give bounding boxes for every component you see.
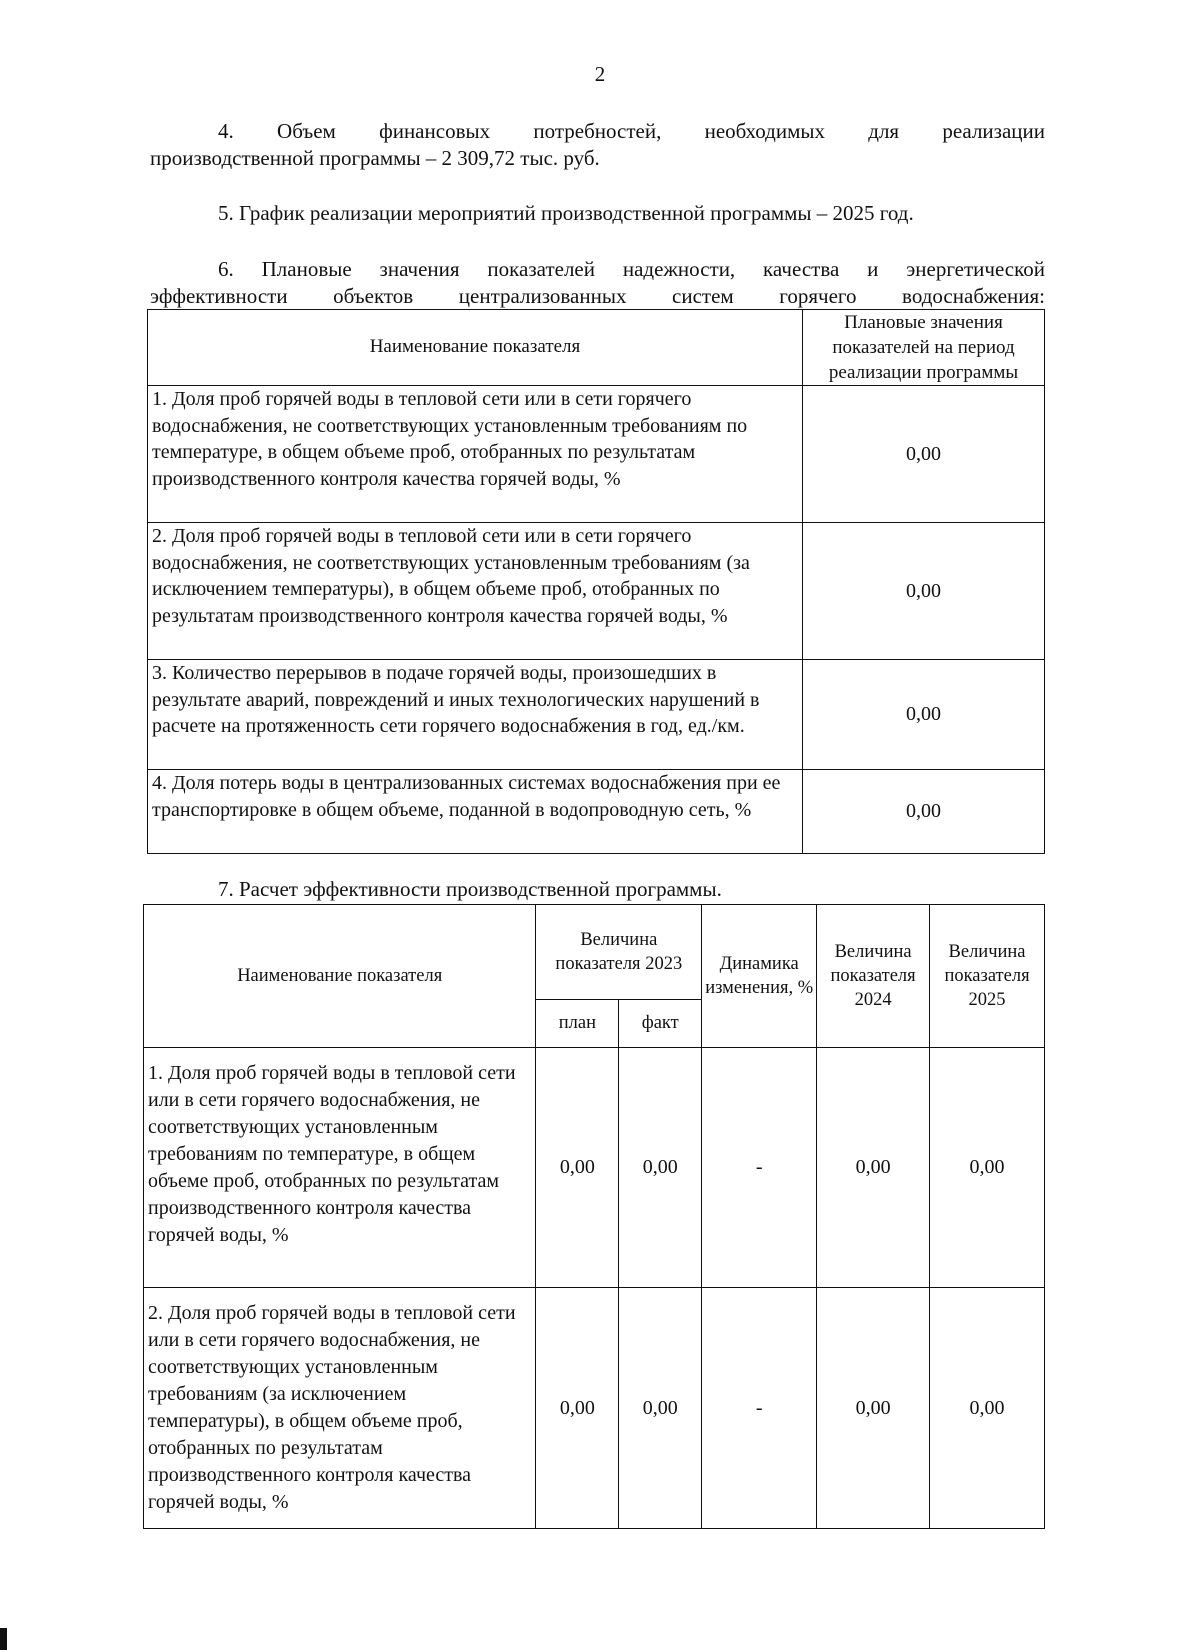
header-fact: факт [619, 1000, 702, 1048]
table-row [148, 660, 1045, 770]
indicator-name: 2. Доля проб горячей воды в тепловой сети или в сети горячего водоснабжения, не соответствующих установленным требованиям (за исключением температуры), в общем объеме проб, отобранных по результатам производственного контроля качества горячей воды, % [148, 523, 803, 660]
table-row [144, 1048, 1045, 1288]
item-4-paragraph [150, 118, 1045, 172]
table-row [148, 770, 1045, 854]
scan-edge-mark [0, 1628, 7, 1650]
page-number: 2 [594, 62, 606, 86]
item-7-paragraph: 7. Расчет эффективности производственной программы. [218, 877, 722, 901]
value-2025: 0,00 [930, 1048, 1045, 1288]
value-dynamics: - [702, 1288, 817, 1529]
table-row [144, 1288, 1045, 1529]
indicator-value: 0,00 [803, 660, 1045, 770]
indicator-name: 1. Доля проб горячей воды в тепловой сети или в сети горячего водоснабжения, не соответствующих установленным требованиям по температуре, в общем объеме проб, отобранных по результатам производственного контроля качества горячей воды, % [144, 1048, 536, 1288]
item-4-line-2: производственной программы – 2 309,72 тыс. руб. [150, 146, 600, 170]
item-6-line-2: эффективности объектов централизованных систем горячего водоснабжения: [150, 284, 1045, 308]
indicator-name: 1. Доля проб горячей воды в тепловой сети или в сети горячего водоснабжения, не соответствующих установленным требованиям по температуре, в общем объеме проб, отобранных по результатам производственного контроля качества горячей воды, % [148, 386, 803, 523]
value-fact: 0,00 [619, 1288, 702, 1529]
header-plan: план [536, 1000, 619, 1048]
indicator-name: 3. Количество перерывов в подаче горячей воды, произошедших в результате аварий, повреждений и иных технологических нарушений в расчете на протяженность сети горячего водоснабжения в год, ед./км. [148, 660, 803, 770]
header-indicator-name: Наименование показателя [144, 905, 536, 1048]
item-5-paragraph: 5. График реализации мероприятий производственной программы – 2025 год. [218, 201, 914, 225]
header-planned-values: Плановые значения показателей на период реализации программы [803, 310, 1045, 386]
value-fact: 0,00 [619, 1048, 702, 1288]
header-indicator-name: Наименование показателя [148, 310, 803, 386]
indicator-name: 2. Доля проб горячей воды в тепловой сети или в сети горячего водоснабжения, не соответствующих установленным требованиям (за исключением температуры), в общем объеме проб, отобранных по результатам производственного контроля качества горячей воды, % [144, 1288, 536, 1529]
table-header-row [144, 905, 1045, 1000]
header-dynamics: Динамика изменения, % [702, 905, 817, 1048]
efficiency-table [143, 904, 1045, 1529]
indicator-value: 0,00 [803, 386, 1045, 523]
header-value-2023: Величина показателя 2023 [536, 905, 702, 1000]
header-value-2025: Величина показателя 2025 [930, 905, 1045, 1048]
planned-indicators-table [147, 309, 1045, 854]
value-plan: 0,00 [536, 1288, 619, 1529]
table-row [148, 523, 1045, 660]
value-plan: 0,00 [536, 1048, 619, 1288]
indicator-value: 0,00 [803, 523, 1045, 660]
header-value-2024: Величина показателя 2024 [817, 905, 930, 1048]
indicator-name: 4. Доля потерь воды в централизованных системах водоснабжения при ее транспортировке в общем объеме, поданной в водопроводную сеть, % [148, 770, 803, 854]
item-4-line-1: 4. Объем финансовых потребностей, необходимых для реализации [218, 119, 1045, 143]
table-row [148, 386, 1045, 523]
item-6-line-1: 6. Плановые значения показателей надежности, качества и энергетической [218, 257, 1045, 281]
value-2024: 0,00 [817, 1048, 930, 1288]
value-dynamics: - [702, 1048, 817, 1288]
table-header-row [148, 310, 1045, 386]
indicator-value: 0,00 [803, 770, 1045, 854]
item-6-paragraph [150, 256, 1045, 310]
value-2024: 0,00 [817, 1288, 930, 1529]
value-2025: 0,00 [930, 1288, 1045, 1529]
